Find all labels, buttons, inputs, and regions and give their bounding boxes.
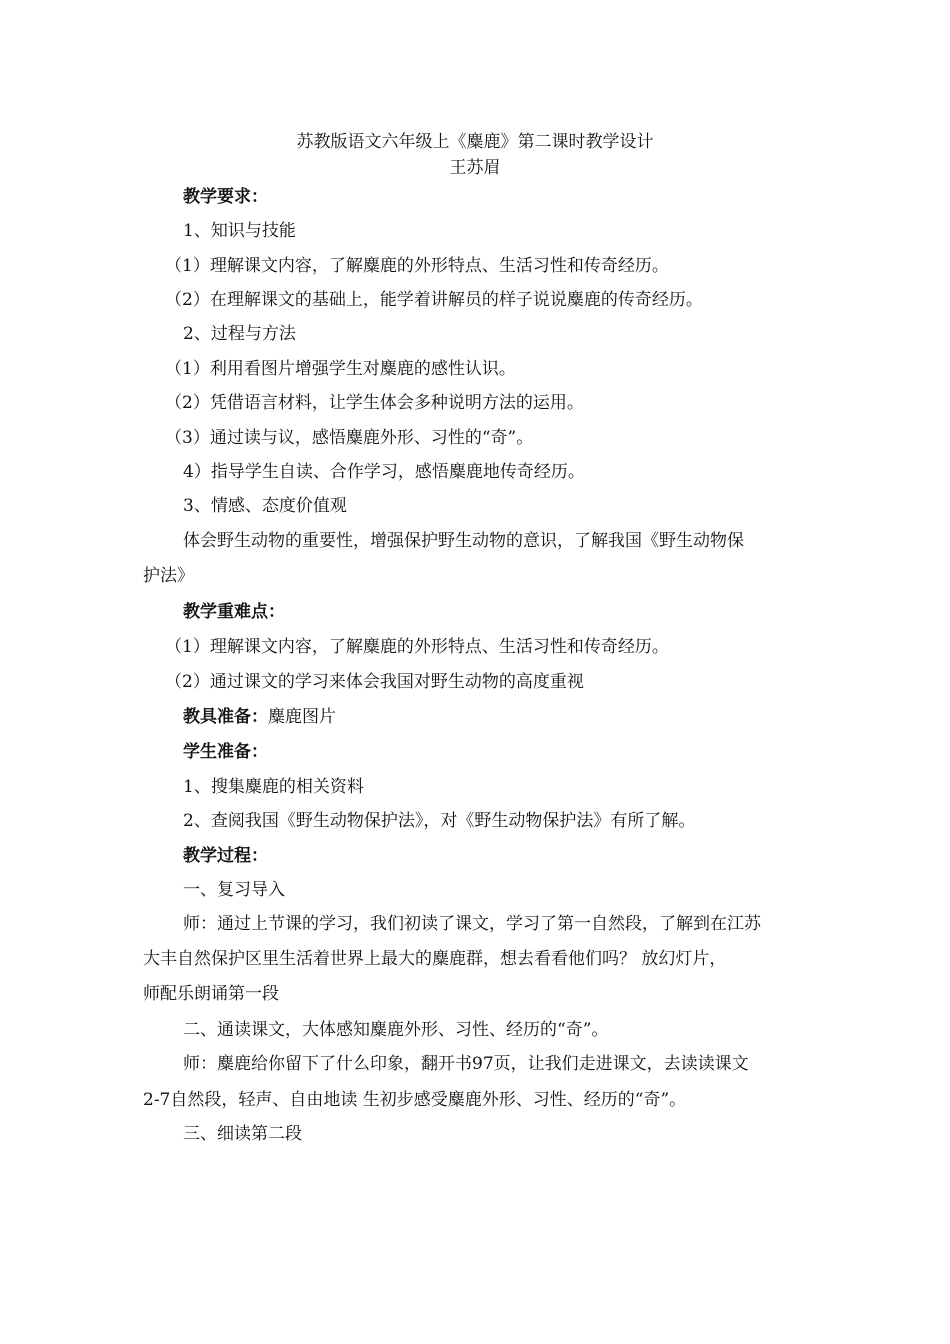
heading-teaching-process: 教学过程：	[183, 846, 268, 866]
paragraph-line: 一、复习导入	[183, 880, 285, 900]
paragraph-line: 师：麋鹿给你留下了什么印象，翻开书97页，让我们走进课文，去读读课文	[183, 1054, 749, 1074]
paragraph-line: 三、细读第二段	[183, 1124, 302, 1144]
paragraph-line: 护法》	[143, 566, 194, 586]
teaching-aids-value: 麋鹿图片	[268, 707, 336, 727]
heading-key-difficulties: 教学重难点：	[183, 602, 285, 622]
heading-teaching-aids: 教具准备：	[183, 707, 268, 727]
heading-student-prep: 学生准备：	[183, 742, 268, 762]
document-author: 王苏眉	[449, 158, 501, 178]
paragraph-line: （2）通过课文的学习来体会我国对野生动物的高度重视	[165, 672, 584, 692]
paragraph-line: 大丰自然保护区里生活着世界上最大的麋鹿群，想去看看他们吗？ 放幻灯片，	[143, 949, 727, 969]
paragraph-line: 体会野生动物的重要性，增强保护野生动物的意识，了解我国《野生动物保	[183, 531, 744, 551]
paragraph-line: 4）指导学生自读、合作学习，感悟麋鹿地传奇经历。	[183, 462, 585, 482]
paragraph-line: 2-7自然段，轻声、自由地读 生初步感受麋鹿外形、习性、经历的“奇”。	[143, 1090, 687, 1110]
paragraph-line: （1）利用看图片增强学生对麋鹿的感性认识。	[165, 359, 516, 379]
teaching-aids-line	[183, 707, 336, 727]
paragraph-line: 3、情感、态度价值观	[183, 496, 347, 516]
paragraph-line: （2）在理解课文的基础上，能学着讲解员的样子说说麋鹿的传奇经历。	[165, 290, 703, 310]
document-title: 苏教版语文六年级上《麋鹿》第二课时教学设计	[296, 132, 654, 152]
paragraph-line: （1）理解课文内容，了解麋鹿的外形特点、生活习性和传奇经历。	[165, 637, 669, 657]
paragraph-line: （3）通过读与议，感悟麋鹿外形、习性的“奇”。	[165, 428, 534, 448]
paragraph-line: 1、知识与技能	[183, 221, 296, 241]
paragraph-line: （2）凭借语言材料，让学生体会多种说明方法的运用。	[165, 393, 584, 413]
paragraph-line: 2、过程与方法	[183, 324, 296, 344]
paragraph-line: 师：通过上节课的学习，我们初读了课文，学习了第一自然段，了解到在江苏	[183, 914, 761, 934]
heading-teaching-requirements: 教学要求：	[183, 187, 268, 207]
paragraph-line: 二、通读课文，大体感知麋鹿外形、习性、经历的“奇”。	[183, 1020, 609, 1040]
paragraph-line: 2、查阅我国《野生动物保护法》，对《野生动物保护法》有所了解。	[183, 811, 696, 831]
paragraph-line: 1、搜集麋鹿的相关资料	[183, 777, 364, 797]
paragraph-line: 师配乐朗诵第一段	[143, 984, 279, 1004]
paragraph-line: （1）理解课文内容，了解麋鹿的外形特点、生活习性和传奇经历。	[165, 256, 669, 276]
